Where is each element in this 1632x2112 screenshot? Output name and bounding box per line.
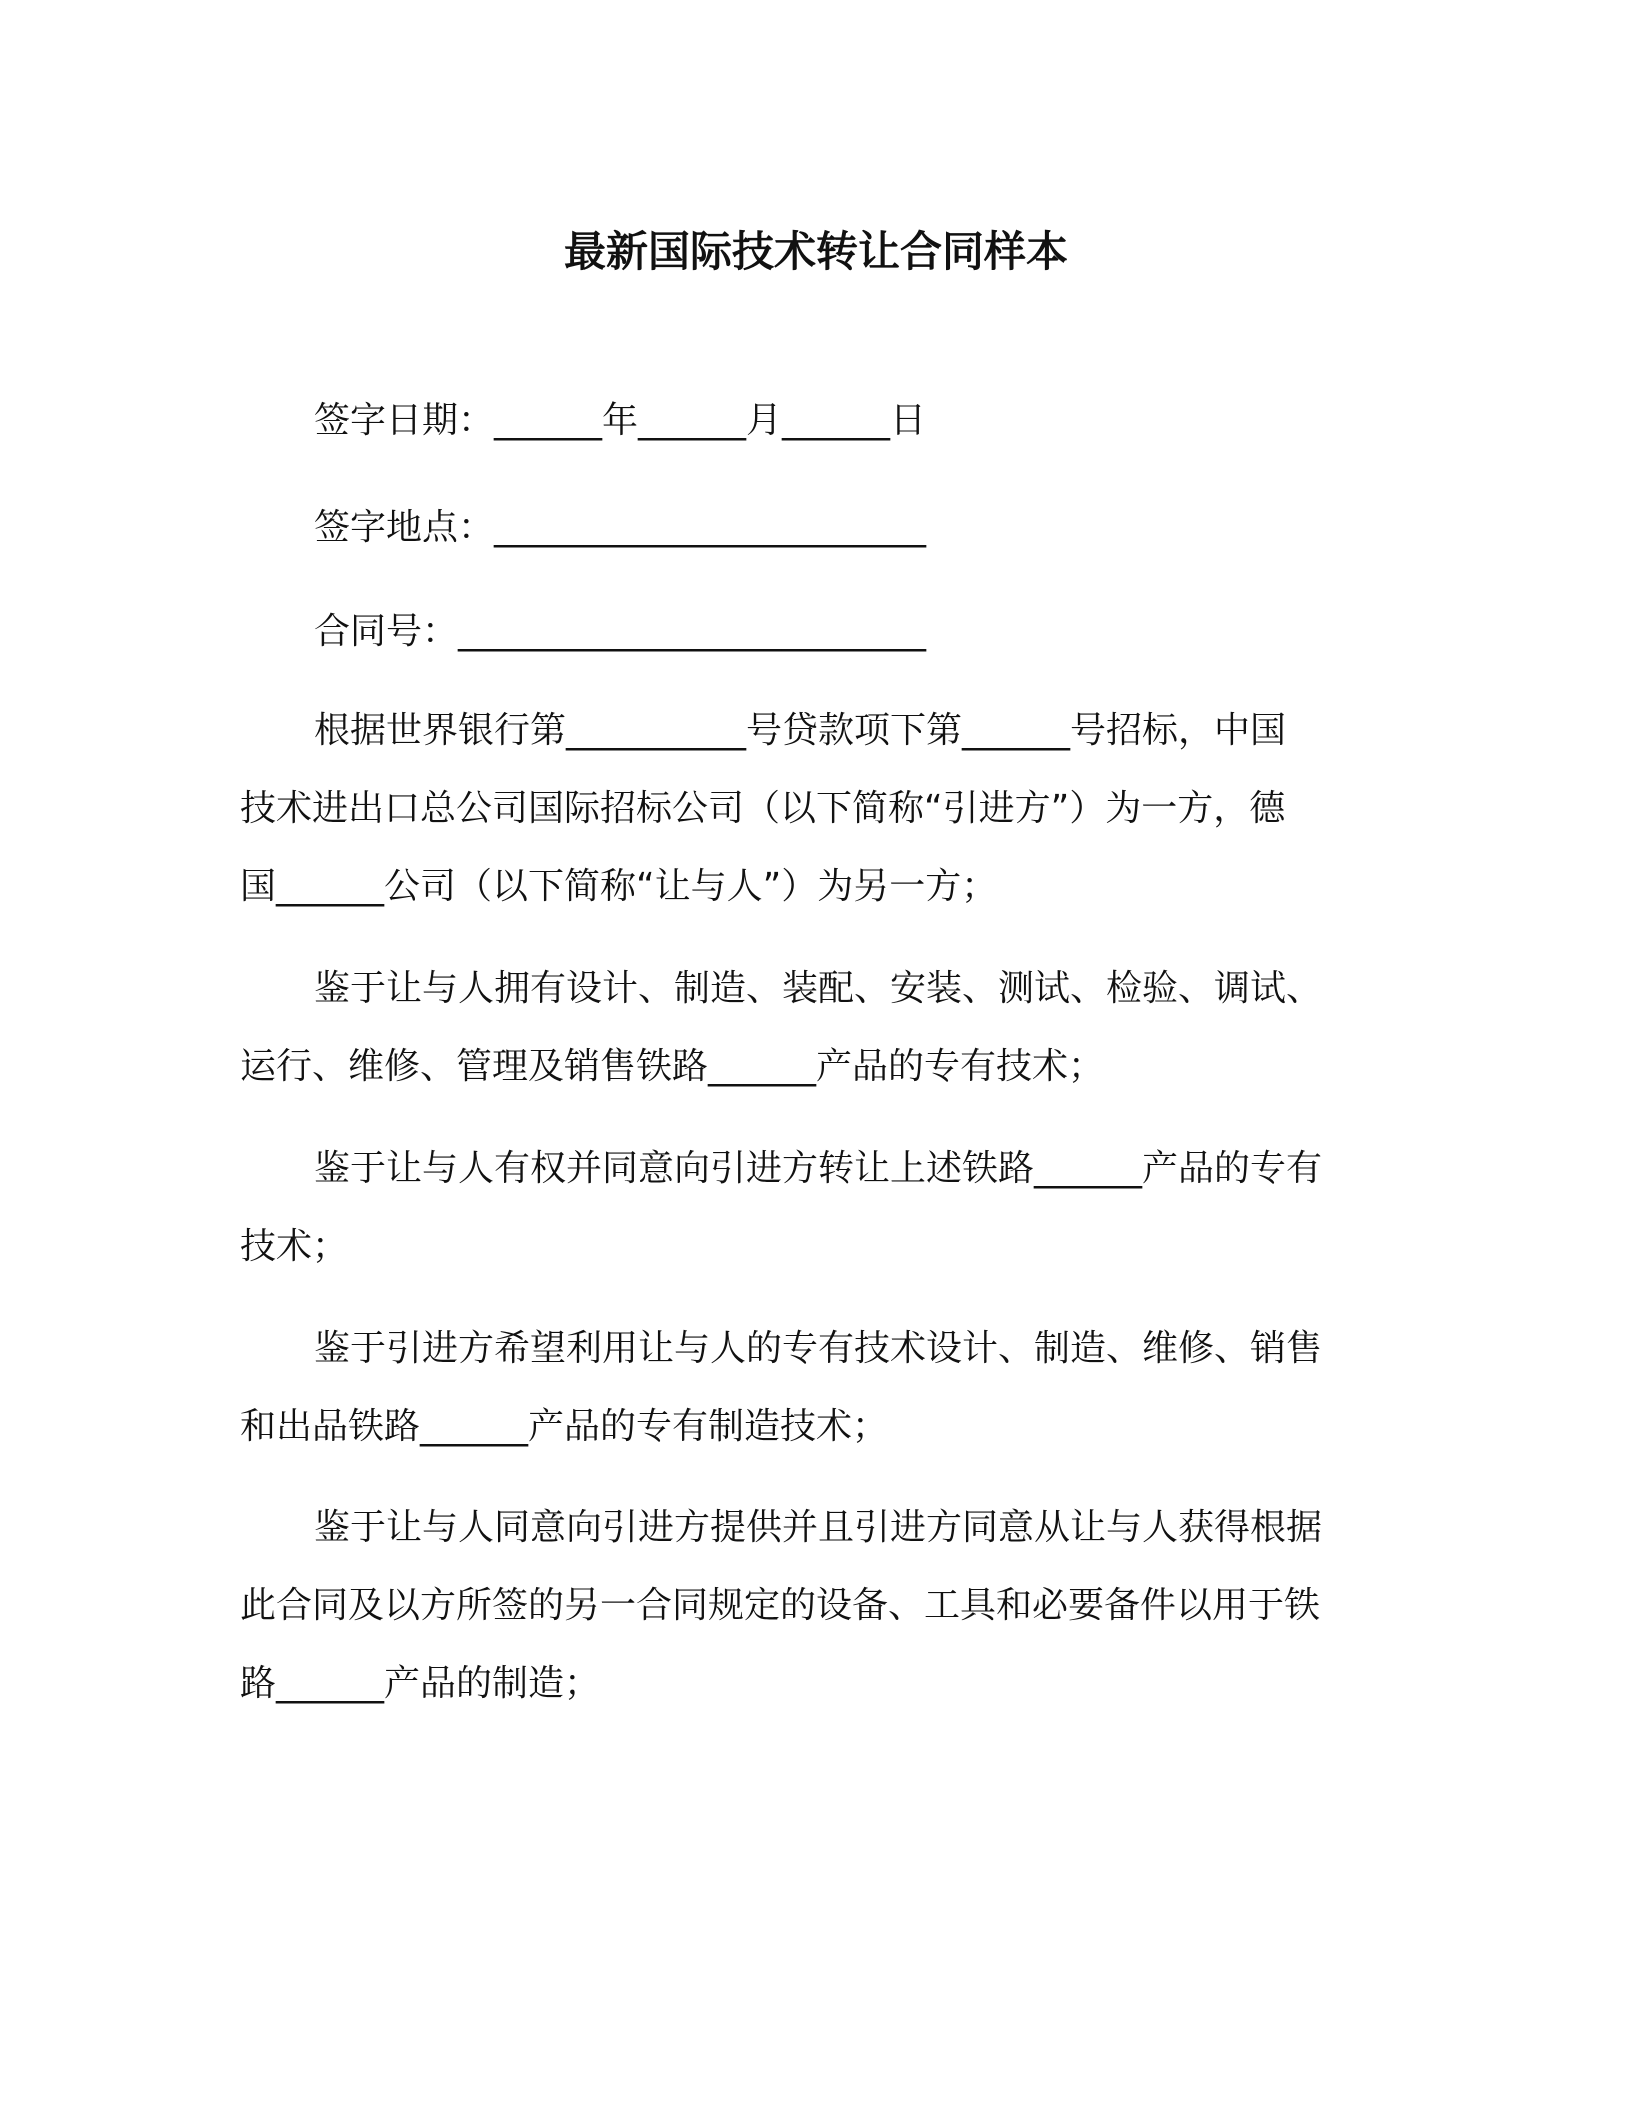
paragraph-line: 技术进出口总公司国际招标公司（以下简称“引进方”）为一方，德 xyxy=(240,788,1286,829)
contract-number-field: 合同号：__________________________ xyxy=(314,611,927,652)
paragraph-preamble xyxy=(240,692,1370,926)
paragraph-line: 路______产品的制造； xyxy=(240,1663,601,1704)
paragraph-whereas-1 xyxy=(240,950,1370,1106)
paragraph-line: 技术； xyxy=(240,1226,349,1267)
paragraph-line: 鉴于让与人同意向引进方提供并且引进方同意从让与人获得根据 xyxy=(314,1507,1323,1548)
document-title: 最新国际技术转让合同样本 xyxy=(563,227,1068,276)
paragraph-line: 鉴于让与人有权并同意向引进方转让上述铁路______产品的专有 xyxy=(314,1148,1323,1189)
sign-place-field: 签字地点：________________________ xyxy=(314,507,927,548)
paragraph-line: 此合同及以方所签的另一合同规定的设备、工具和必要备件以用于铁 xyxy=(240,1585,1321,1626)
paragraph-whereas-4 xyxy=(240,1489,1370,1723)
sign-date-field: 签字日期：______年______月______日 xyxy=(314,400,927,441)
paragraph-line: 鉴于引进方希望利用让与人的专有技术设计、制造、维修、销售 xyxy=(314,1328,1323,1369)
paragraph-whereas-3 xyxy=(240,1310,1370,1466)
paragraph-line: 鉴于让与人拥有设计、制造、装配、安装、测试、检验、调试、 xyxy=(314,968,1323,1009)
paragraph-line: 和出品铁路______产品的专有制造技术； xyxy=(240,1406,889,1447)
paragraph-line: 根据世界银行第__________号贷款项下第______号招标，中国 xyxy=(314,710,1287,751)
paragraph-whereas-2 xyxy=(240,1130,1370,1286)
paragraph-line: 国______公司（以下简称“让与人”）为另一方； xyxy=(240,866,998,907)
paragraph-line: 运行、维修、管理及销售铁路______产品的专有技术； xyxy=(240,1046,1105,1087)
